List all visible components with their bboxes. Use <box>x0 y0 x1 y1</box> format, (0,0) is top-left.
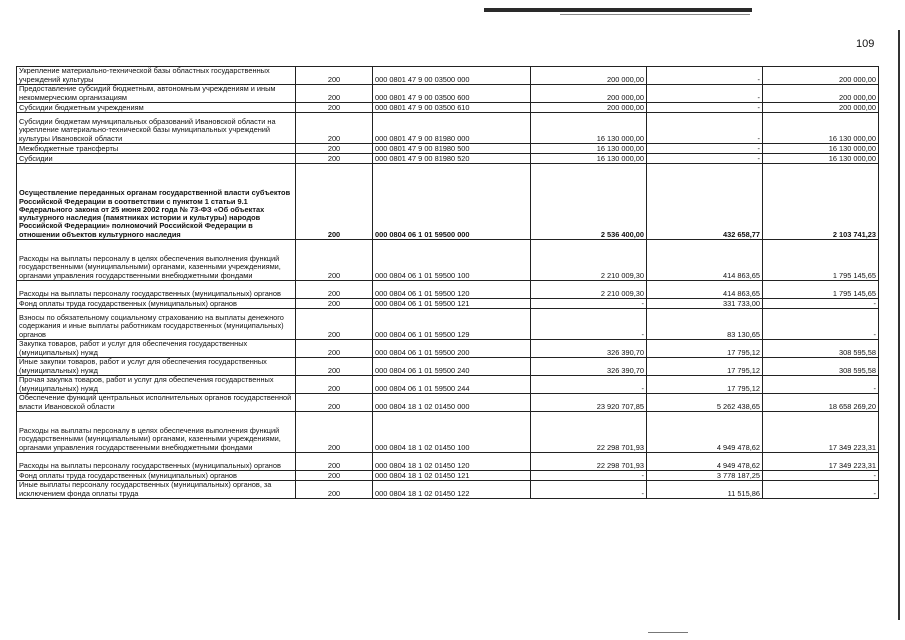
row-approved-amount: - <box>531 376 647 394</box>
row-budget-code: 000 0804 18 1 02 01450 121 <box>373 471 531 481</box>
row-name: Обеспечение функций центральных исполнительных органов государственной власти Ивановской области <box>17 394 296 412</box>
row-name: Иные закупки товаров, работ и услуг для обеспечения государственных (муниципальных) нужд <box>17 358 296 376</box>
row-budget-code: 000 0804 06 1 01 59500 100 <box>373 240 531 281</box>
row-line-code: 200 <box>296 164 373 240</box>
row-budget-code: 000 0801 47 9 00 81980 520 <box>373 154 531 164</box>
row-name: Фонд оплаты труда государственных (муниципальных) органов <box>17 299 296 309</box>
row-budget-code: 000 0804 06 1 01 59500 244 <box>373 376 531 394</box>
row-approved-amount: 200 000,00 <box>531 85 647 103</box>
table-row <box>17 340 879 358</box>
row-unexecuted-amount: 200 000,00 <box>763 103 879 113</box>
row-executed-amount: - <box>647 67 763 85</box>
table-row <box>17 299 879 309</box>
row-unexecuted-amount: 200 000,00 <box>763 67 879 85</box>
row-budget-code: 000 0804 06 1 01 59500 121 <box>373 299 531 309</box>
table-row <box>17 471 879 481</box>
row-line-code: 200 <box>296 376 373 394</box>
row-line-code: 200 <box>296 299 373 309</box>
row-executed-amount: - <box>647 154 763 164</box>
row-line-code: 200 <box>296 240 373 281</box>
row-budget-code: 000 0804 18 1 02 01450 100 <box>373 412 531 453</box>
row-line-code: 200 <box>296 154 373 164</box>
row-approved-amount: 326 390,70 <box>531 340 647 358</box>
row-name: Закупка товаров, работ и услуг для обеспечения государственных (муниципальных) нужд <box>17 340 296 358</box>
table-row <box>17 85 879 103</box>
row-budget-code: 000 0801 47 9 00 03500 600 <box>373 85 531 103</box>
row-budget-code: 000 0801 47 9 00 03500 000 <box>373 67 531 85</box>
row-line-code: 200 <box>296 412 373 453</box>
row-executed-amount: 5 262 438,65 <box>647 394 763 412</box>
row-executed-amount: 4 949 478,62 <box>647 453 763 471</box>
row-budget-code: 000 0804 18 1 02 01450 000 <box>373 394 531 412</box>
row-executed-amount: 17 795,12 <box>647 376 763 394</box>
table-row <box>17 67 879 85</box>
row-line-code: 200 <box>296 144 373 154</box>
row-line-code: 200 <box>296 453 373 471</box>
row-unexecuted-amount: - <box>763 376 879 394</box>
table-row <box>17 164 879 240</box>
row-line-code: 200 <box>296 340 373 358</box>
row-budget-code: 000 0801 47 9 00 81980 500 <box>373 144 531 154</box>
table-row <box>17 103 879 113</box>
row-executed-amount: 4 949 478,62 <box>647 412 763 453</box>
row-name: Иные выплаты персоналу государственных (муниципальных) органов, за исключением фонда оплаты труда <box>17 481 296 499</box>
row-name: Укрепление материально-технической базы областных государственных учреждений культуры <box>17 67 296 85</box>
row-executed-amount: - <box>647 85 763 103</box>
scan-top-bar <box>484 8 752 12</box>
row-unexecuted-amount: 16 130 000,00 <box>763 154 879 164</box>
row-line-code: 200 <box>296 113 373 144</box>
row-name: Субсидии бюджетам муниципальных образований Ивановской области на укрепление материально-технической базы муниципальных учреждений культуры Ивановской области <box>17 113 296 144</box>
row-line-code: 200 <box>296 471 373 481</box>
row-approved-amount: - <box>531 299 647 309</box>
row-executed-amount: 17 795,12 <box>647 358 763 376</box>
row-budget-code: 000 0801 47 9 00 03500 610 <box>373 103 531 113</box>
row-approved-amount: 200 000,00 <box>531 67 647 85</box>
row-name: Субсидии бюджетным учреждениям <box>17 103 296 113</box>
table-row <box>17 144 879 154</box>
row-unexecuted-amount: - <box>763 299 879 309</box>
row-unexecuted-amount: 18 658 269,20 <box>763 394 879 412</box>
row-approved-amount: - <box>531 481 647 499</box>
table-row <box>17 154 879 164</box>
row-name: Прочая закупка товаров, работ и услуг для обеспечения государственных (муниципальных) нужд <box>17 376 296 394</box>
page-number: 109 <box>856 38 875 50</box>
row-unexecuted-amount: - <box>763 471 879 481</box>
table-row <box>17 309 879 340</box>
row-approved-amount: 23 920 707,85 <box>531 394 647 412</box>
row-line-code: 200 <box>296 481 373 499</box>
row-budget-code: 000 0801 47 9 00 81980 000 <box>373 113 531 144</box>
row-line-code: 200 <box>296 394 373 412</box>
row-name: Расходы на выплаты персоналу в целях обеспечения выполнения функций государственными (муниципальными) органами, казенными учреждениями, органами управления государственными внебюджетными фондами <box>17 412 296 453</box>
row-unexecuted-amount: - <box>763 309 879 340</box>
row-executed-amount: 3 778 187,25 <box>647 471 763 481</box>
row-approved-amount: 22 298 701,93 <box>531 453 647 471</box>
row-unexecuted-amount: 308 595,58 <box>763 340 879 358</box>
row-budget-code: 000 0804 18 1 02 01450 120 <box>373 453 531 471</box>
scan-top-line <box>560 14 750 15</box>
row-unexecuted-amount: 16 130 000,00 <box>763 113 879 144</box>
row-name: Межбюджетные трансферты <box>17 144 296 154</box>
table-row <box>17 358 879 376</box>
table-row <box>17 240 879 281</box>
row-executed-amount: 414 863,65 <box>647 281 763 299</box>
row-unexecuted-amount: 2 103 741,23 <box>763 164 879 240</box>
row-name: Взносы по обязательному социальному страхованию на выплаты денежного содержания и иные выплаты работникам государственных (муниципальных) органов <box>17 309 296 340</box>
table-row <box>17 376 879 394</box>
row-name: Субсидии <box>17 154 296 164</box>
row-approved-amount: 2 210 009,30 <box>531 281 647 299</box>
row-executed-amount: - <box>647 144 763 154</box>
budget-execution-table <box>16 66 879 499</box>
scan-bottom-mark <box>648 632 688 633</box>
row-approved-amount: 2 210 009,30 <box>531 240 647 281</box>
row-budget-code: 000 0804 06 1 01 59500 129 <box>373 309 531 340</box>
table-row <box>17 412 879 453</box>
row-approved-amount: 200 000,00 <box>531 103 647 113</box>
row-unexecuted-amount: 308 595,58 <box>763 358 879 376</box>
row-approved-amount: 326 390,70 <box>531 358 647 376</box>
row-executed-amount: 432 658,77 <box>647 164 763 240</box>
row-unexecuted-amount: 200 000,00 <box>763 85 879 103</box>
row-line-code: 200 <box>296 281 373 299</box>
row-line-code: 200 <box>296 67 373 85</box>
row-executed-amount: 414 863,65 <box>647 240 763 281</box>
table-row <box>17 481 879 499</box>
table-row <box>17 281 879 299</box>
row-unexecuted-amount: 17 349 223,31 <box>763 412 879 453</box>
row-executed-amount: 17 795,12 <box>647 340 763 358</box>
table-row <box>17 394 879 412</box>
row-approved-amount: 16 130 000,00 <box>531 144 647 154</box>
row-budget-code: 000 0804 06 1 01 59500 000 <box>373 164 531 240</box>
row-approved-amount: 2 536 400,00 <box>531 164 647 240</box>
row-executed-amount: - <box>647 103 763 113</box>
row-line-code: 200 <box>296 85 373 103</box>
row-approved-amount: 16 130 000,00 <box>531 154 647 164</box>
row-unexecuted-amount: 16 130 000,00 <box>763 144 879 154</box>
row-budget-code: 000 0804 06 1 01 59500 240 <box>373 358 531 376</box>
row-approved-amount: 22 298 701,93 <box>531 412 647 453</box>
table-row <box>17 113 879 144</box>
row-line-code: 200 <box>296 309 373 340</box>
row-budget-code: 000 0804 18 1 02 01450 122 <box>373 481 531 499</box>
row-name: Предоставление субсидий бюджетным, автономным учреждениям и иным некоммерческим организациям <box>17 85 296 103</box>
row-line-code: 200 <box>296 358 373 376</box>
row-name: Расходы на выплаты персоналу в целях обеспечения выполнения функций государственными (муниципальными) органами, казенными учреждениями, органами управления государственными внебюджетными фондами <box>17 240 296 281</box>
row-executed-amount: 331 733,00 <box>647 299 763 309</box>
scan-right-edge <box>898 30 900 620</box>
row-name: Расходы на выплаты персоналу государственных (муниципальных) органов <box>17 281 296 299</box>
row-name: Расходы на выплаты персоналу государственных (муниципальных) органов <box>17 453 296 471</box>
row-executed-amount: 11 515,86 <box>647 481 763 499</box>
row-budget-code: 000 0804 06 1 01 59500 120 <box>373 281 531 299</box>
row-name: Фонд оплаты труда государственных (муниципальных) органов <box>17 471 296 481</box>
row-approved-amount: - <box>531 471 647 481</box>
row-approved-amount: - <box>531 309 647 340</box>
table-row <box>17 453 879 471</box>
row-unexecuted-amount: - <box>763 481 879 499</box>
row-line-code: 200 <box>296 103 373 113</box>
row-unexecuted-amount: 1 795 145,65 <box>763 240 879 281</box>
row-executed-amount: 83 130,65 <box>647 309 763 340</box>
row-unexecuted-amount: 1 795 145,65 <box>763 281 879 299</box>
row-approved-amount: 16 130 000,00 <box>531 113 647 144</box>
row-budget-code: 000 0804 06 1 01 59500 200 <box>373 340 531 358</box>
row-name: Осуществление переданных органам государственной власти субъектов Российской Федерации в соответствии с пунктом 1 статьи 9.1 Федерального закона от 25 июня 2002 года № 73-ФЗ «Об объектах культурного наследия (памятниках истории и культуры) народов Российской Федерации» полномочий Российской Федерации в отношении объектов культурного наследия <box>17 164 296 240</box>
row-executed-amount: - <box>647 113 763 144</box>
row-unexecuted-amount: 17 349 223,31 <box>763 453 879 471</box>
